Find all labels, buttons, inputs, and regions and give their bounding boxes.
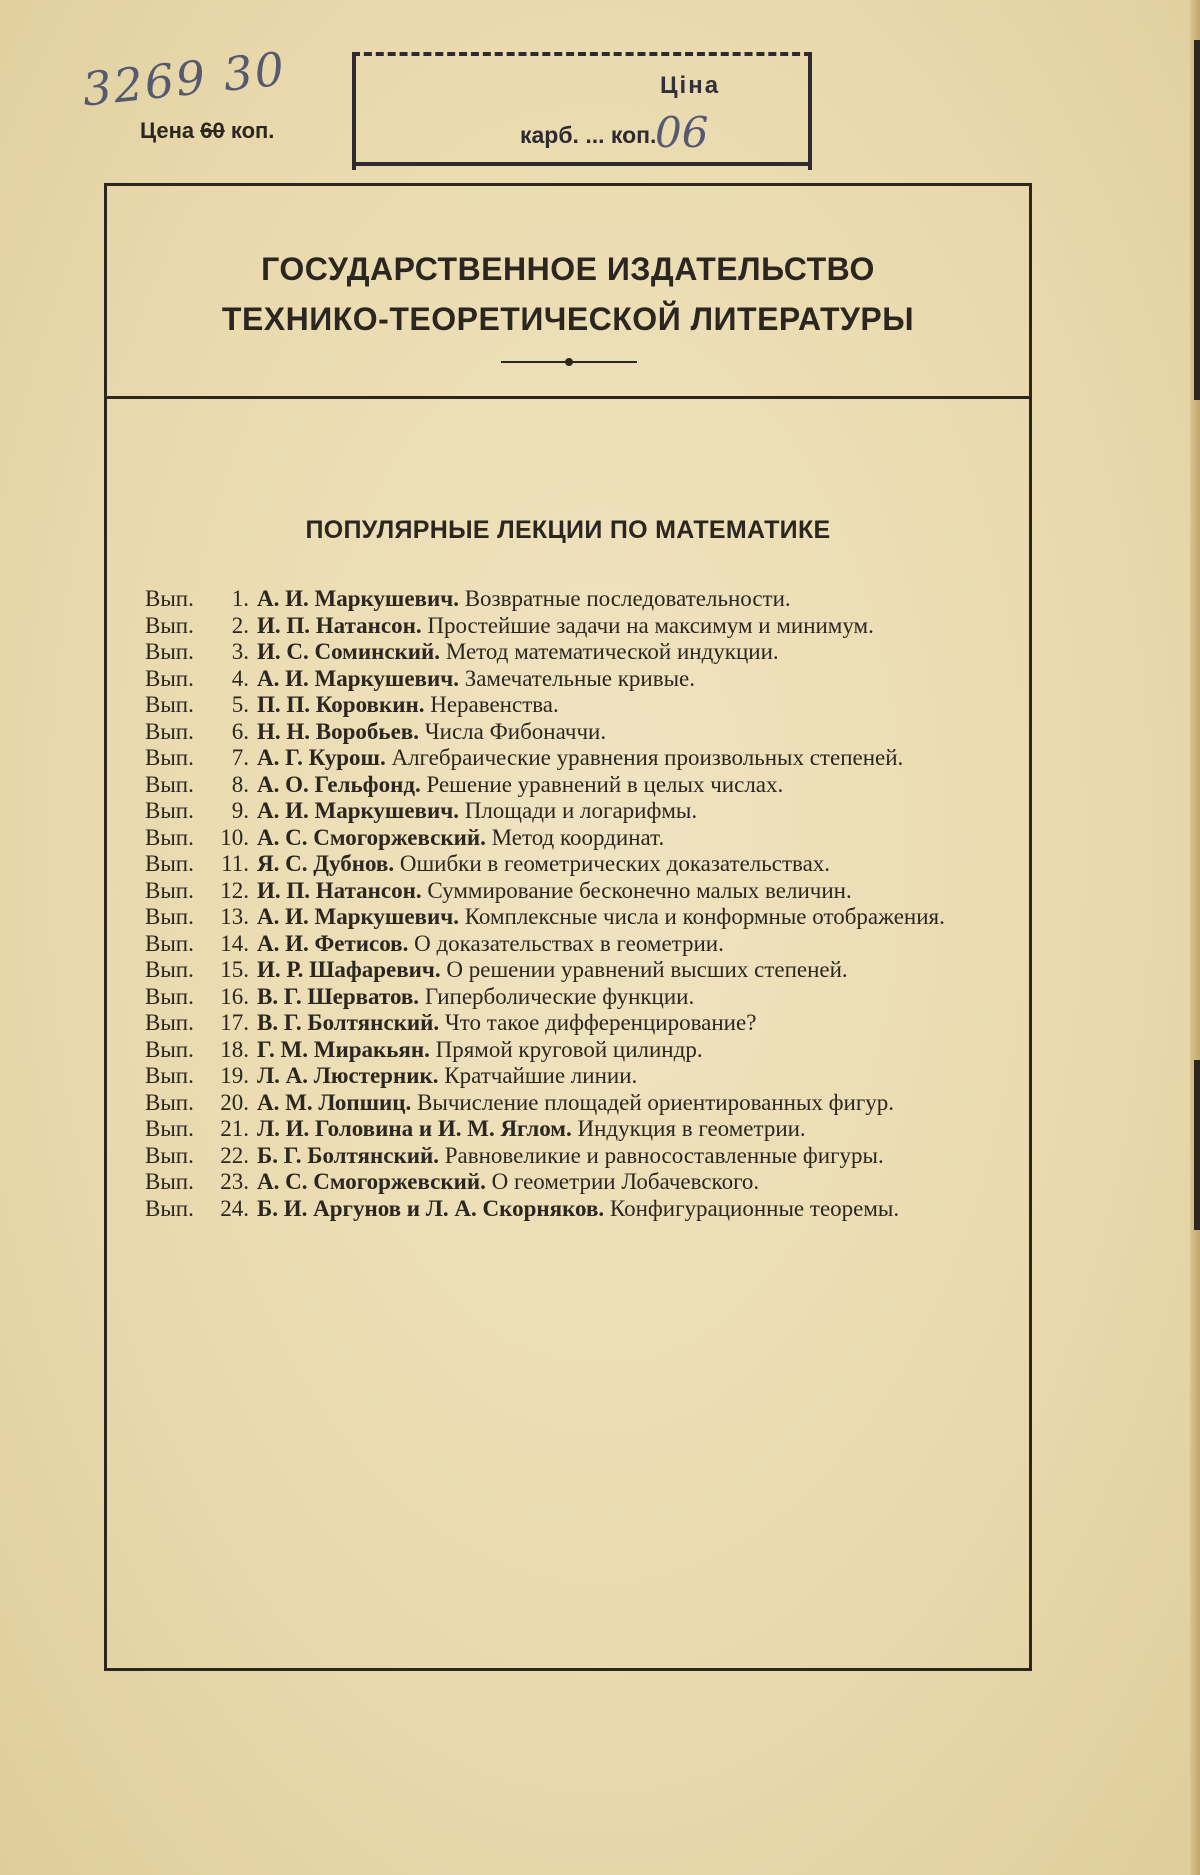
entry-text bbox=[257, 745, 995, 772]
entry-prefix: Вып. bbox=[145, 904, 194, 929]
entry-author: Г. М. Миракьян. bbox=[257, 1036, 430, 1062]
price-label bbox=[140, 118, 274, 144]
entry-prefix: Вып. bbox=[145, 745, 194, 770]
entry-number: 9. bbox=[231, 798, 249, 823]
entry-author: И. С. Соминский. bbox=[257, 639, 441, 664]
entry-number: 19. bbox=[220, 1063, 249, 1088]
publisher-line-1: ГОСУДАРСТВЕННОЕ ИЗДАТЕЛЬСТВО bbox=[261, 251, 875, 287]
entry-title: Гиперболические функции. bbox=[424, 983, 695, 1009]
entry-number: 2. bbox=[231, 612, 249, 638]
entry-prefix: Вып. bbox=[145, 983, 194, 1009]
list-item bbox=[145, 692, 995, 719]
price-stamp-border bbox=[352, 162, 812, 166]
entry-text bbox=[257, 1116, 995, 1143]
entry-text bbox=[257, 957, 995, 984]
publisher-line-2: ТЕХНИКО-ТЕОРЕТИЧЕСКОЙ ЛИТЕРАТУРЫ bbox=[221, 301, 915, 337]
entry-author: Л. А. Люстерник. bbox=[257, 1063, 439, 1088]
list-item bbox=[145, 1196, 995, 1223]
entry-text bbox=[257, 1196, 995, 1223]
list-item bbox=[145, 825, 995, 852]
entry-text bbox=[257, 719, 995, 746]
entry-number: 4. bbox=[231, 665, 249, 691]
entry-number: 14. bbox=[220, 930, 249, 956]
entry-prefix: Вып. bbox=[145, 1195, 194, 1221]
entry-title: Алгебраические уравнения произвольных степеней. bbox=[391, 745, 904, 770]
entry-title: Площади и логарифмы. bbox=[464, 798, 698, 823]
handwritten-catalog-number: 3269 30 bbox=[79, 41, 289, 117]
list-item bbox=[145, 1063, 995, 1090]
entry-title: Метод математической индукции. bbox=[445, 639, 779, 664]
list-item bbox=[145, 984, 995, 1011]
list-item bbox=[145, 1143, 995, 1170]
list-item bbox=[145, 666, 995, 693]
entry-author: А. С. Смогоржевский. bbox=[257, 824, 486, 850]
entry-title: Кратчайшие линии. bbox=[444, 1063, 638, 1088]
entry-number: 23. bbox=[220, 1169, 249, 1194]
entry-title: Конфигурационные теоремы. bbox=[609, 1195, 900, 1221]
entry-text bbox=[257, 586, 995, 613]
entry-prefix: Вып. bbox=[145, 771, 194, 797]
entry-prefix: Вып. bbox=[145, 957, 194, 982]
entry-title: Решение уравнений в целых числах. bbox=[426, 771, 784, 797]
entry-number: 8. bbox=[231, 771, 249, 797]
publisher-name bbox=[107, 244, 1029, 344]
list-item bbox=[145, 745, 995, 772]
entry-text bbox=[257, 1063, 995, 1090]
entry-author: В. Г. Шерватов. bbox=[257, 983, 420, 1009]
entry-author: Н. Н. Воробьев. bbox=[257, 718, 419, 744]
entry-author: И. Р. Шафаревич. bbox=[257, 957, 441, 982]
price-stamp bbox=[352, 52, 812, 170]
spine-mark bbox=[1194, 40, 1200, 400]
entry-text bbox=[257, 851, 995, 878]
entry-title: Ошибки в геометрических доказательствах. bbox=[399, 851, 831, 876]
entry-author: А. И. Маркушевич. bbox=[257, 904, 459, 929]
spine-mark bbox=[1194, 1060, 1200, 1230]
entry-text bbox=[257, 772, 995, 799]
entry-title: Индукция в геометрии. bbox=[577, 1116, 806, 1141]
entry-author: Л. И. Головина и И. М. Яглом. bbox=[257, 1116, 572, 1141]
list-item bbox=[145, 639, 995, 666]
entry-number: 24. bbox=[220, 1195, 249, 1221]
entry-text bbox=[257, 692, 995, 719]
entry-author: П. П. Коровкин. bbox=[257, 692, 425, 717]
entry-prefix: Вып. bbox=[145, 718, 194, 744]
entries-list bbox=[145, 586, 995, 1222]
entry-prefix: Вып. bbox=[145, 1063, 194, 1088]
entry-prefix: Вып. bbox=[145, 1010, 194, 1035]
list-item bbox=[145, 613, 995, 640]
entry-author: И. П. Натансон. bbox=[257, 612, 422, 638]
entry-author: А. С. Смогоржевский. bbox=[257, 1169, 486, 1194]
entry-author: И. П. Натансон. bbox=[257, 877, 422, 903]
list-item bbox=[145, 586, 995, 613]
entry-author: А. О. Гельфонд. bbox=[257, 771, 421, 797]
entry-author: А. И. Маркушевич. bbox=[257, 586, 459, 611]
entry-number: 21. bbox=[220, 1116, 249, 1141]
entry-number: 6. bbox=[231, 718, 249, 744]
entry-number: 20. bbox=[220, 1089, 249, 1115]
entry-number: 16. bbox=[220, 983, 249, 1009]
entry-number: 12. bbox=[220, 877, 249, 903]
price-word: Цена bbox=[140, 118, 195, 143]
entry-number: 5. bbox=[231, 692, 249, 717]
entry-title: Комплексные числа и конформные отображения. bbox=[464, 904, 945, 929]
entry-text bbox=[257, 1037, 995, 1064]
entry-number: 10. bbox=[220, 824, 249, 850]
entry-title: Замечательные кривые. bbox=[464, 665, 696, 691]
entry-text bbox=[257, 1143, 995, 1170]
entry-number: 3. bbox=[231, 639, 249, 664]
entry-author: А. И. Маркушевич. bbox=[257, 798, 459, 823]
entry-title: Простейшие задачи на максимум и минимум. bbox=[427, 612, 874, 638]
entry-number: 18. bbox=[220, 1036, 249, 1062]
entry-number: 15. bbox=[220, 957, 249, 982]
entry-title: О геометрии Лобачевского. bbox=[491, 1169, 760, 1194]
entry-prefix: Вып. bbox=[145, 877, 194, 903]
ornament-divider bbox=[501, 357, 637, 367]
entry-text bbox=[257, 613, 995, 640]
list-item bbox=[145, 931, 995, 958]
series-title: ПОПУЛЯРНЫЕ ЛЕКЦИИ ПО МАТЕМАТИКЕ bbox=[305, 516, 831, 544]
entry-text bbox=[257, 666, 995, 693]
list-item bbox=[145, 904, 995, 931]
entry-author: Б. И. Аргунов и Л. А. Скорняков. bbox=[257, 1195, 605, 1221]
entry-text bbox=[257, 931, 995, 958]
entry-prefix: Вып. bbox=[145, 1142, 194, 1168]
content-frame bbox=[104, 183, 1032, 1671]
entry-text bbox=[257, 1090, 995, 1117]
stamp-handwritten-value: 06 bbox=[655, 108, 709, 157]
list-item bbox=[145, 1116, 995, 1143]
entry-number: 7. bbox=[231, 745, 249, 770]
list-item bbox=[145, 719, 995, 746]
price-unit: коп. bbox=[230, 118, 275, 143]
entry-title: О решении уравнений высших степеней. bbox=[446, 957, 848, 982]
list-item bbox=[145, 957, 995, 984]
entry-prefix: Вып. bbox=[145, 692, 194, 717]
entry-text bbox=[257, 878, 995, 905]
entry-title: Равновеликие и равносоставленные фигуры. bbox=[444, 1142, 884, 1168]
price-old-value: 60 bbox=[200, 118, 225, 143]
entry-prefix: Вып. bbox=[145, 798, 194, 823]
entry-prefix: Вып. bbox=[145, 665, 194, 691]
stamp-line-2: карб. ... коп. bbox=[520, 122, 657, 148]
entry-title: Неравенства. bbox=[430, 692, 559, 717]
entry-prefix: Вып. bbox=[145, 612, 194, 638]
entry-title: Вычисление площадей ориентированных фигур. bbox=[417, 1089, 895, 1115]
entry-number: 11. bbox=[221, 851, 249, 876]
entry-number: 17. bbox=[220, 1010, 249, 1035]
entry-number: 1. bbox=[231, 586, 249, 611]
list-item bbox=[145, 1169, 995, 1196]
entry-title: Суммирование бесконечно малых величин. bbox=[427, 877, 852, 903]
entry-prefix: Вып. bbox=[145, 1116, 194, 1141]
entry-prefix: Вып. bbox=[145, 851, 194, 876]
entry-author: А. И. Фетисов. bbox=[257, 930, 409, 956]
entry-prefix: Вып. bbox=[145, 1089, 194, 1115]
list-item bbox=[145, 851, 995, 878]
entry-text bbox=[257, 825, 995, 852]
list-item bbox=[145, 1037, 995, 1064]
stamp-line-1: Ціна bbox=[660, 72, 721, 99]
entry-text bbox=[257, 984, 995, 1011]
entry-prefix: Вып. bbox=[145, 639, 194, 664]
entry-author: Б. Г. Болтянский. bbox=[257, 1142, 439, 1168]
entry-title: О доказательствах в геометрии. bbox=[414, 930, 724, 956]
entry-title: Метод координат. bbox=[491, 824, 665, 850]
entry-prefix: Вып. bbox=[145, 1169, 194, 1194]
list-item bbox=[145, 772, 995, 799]
list-item bbox=[145, 878, 995, 905]
list-item bbox=[145, 798, 995, 825]
entry-text bbox=[257, 798, 995, 825]
entry-title: Числа Фибоначчи. bbox=[424, 718, 607, 744]
entry-author: Я. С. Дубнов. bbox=[257, 851, 395, 876]
entry-author: А. И. Маркушевич. bbox=[257, 665, 459, 691]
entry-text bbox=[257, 904, 995, 931]
entry-author: А. М. Лопшиц. bbox=[257, 1089, 412, 1115]
entry-number: 13. bbox=[220, 904, 249, 929]
entry-text bbox=[257, 639, 995, 666]
entry-title: Что такое дифференцирование? bbox=[444, 1010, 757, 1035]
entry-number: 22. bbox=[220, 1142, 249, 1168]
entry-title: Прямой круговой цилиндр. bbox=[435, 1036, 703, 1062]
entry-text bbox=[257, 1010, 995, 1037]
entry-title: Возвратные последовательности. bbox=[464, 586, 791, 611]
frame-divider bbox=[107, 396, 1029, 399]
entry-text bbox=[257, 1169, 995, 1196]
entry-prefix: Вып. bbox=[145, 586, 194, 611]
entry-prefix: Вып. bbox=[145, 824, 194, 850]
entry-prefix: Вып. bbox=[145, 1036, 194, 1062]
entry-prefix: Вып. bbox=[145, 930, 194, 956]
list-item bbox=[145, 1010, 995, 1037]
entry-author: В. Г. Болтянский. bbox=[257, 1010, 440, 1035]
list-item bbox=[145, 1090, 995, 1117]
entry-author: А. Г. Курош. bbox=[257, 745, 386, 770]
